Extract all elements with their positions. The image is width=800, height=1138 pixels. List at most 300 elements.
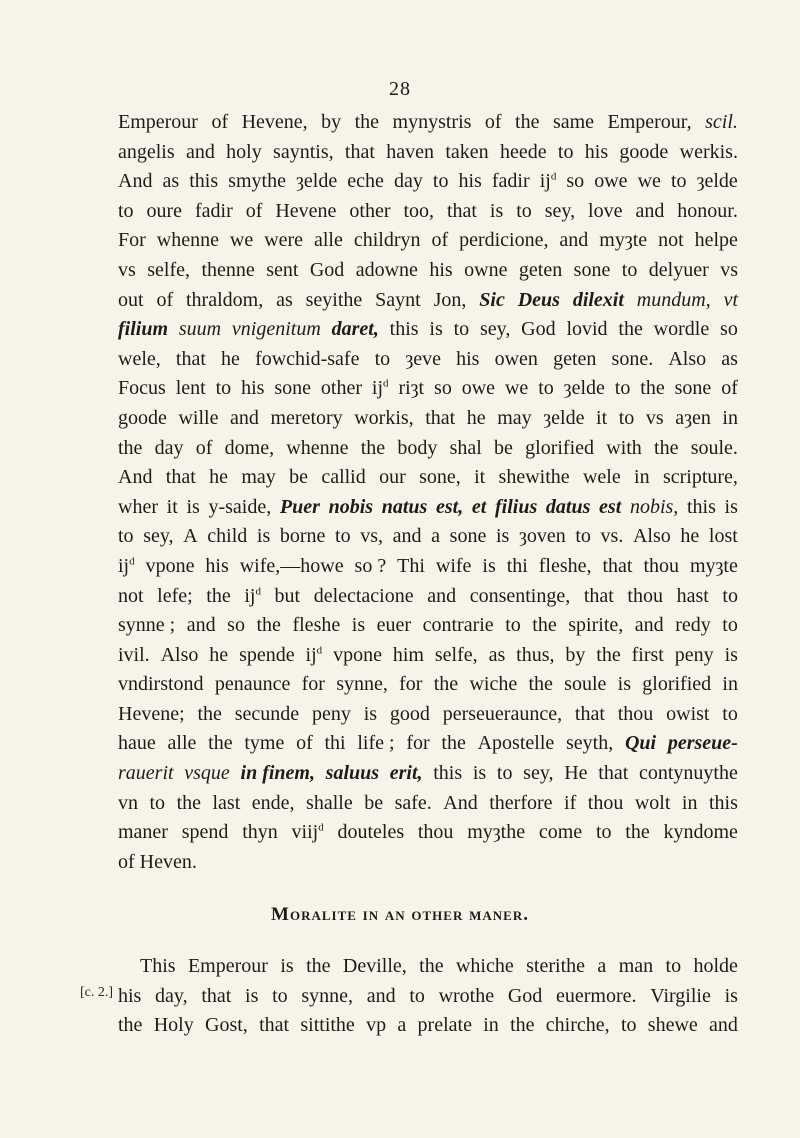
word: holy (226, 140, 262, 163)
word: secunde (234, 702, 300, 725)
word: oure (146, 199, 183, 222)
word: may (497, 406, 532, 429)
word: we (229, 229, 254, 252)
word: and (559, 229, 589, 252)
text-line (118, 952, 738, 982)
word: daret, (331, 318, 379, 341)
word: and (186, 614, 216, 637)
text-line (118, 226, 738, 256)
word: contynuythe (638, 762, 738, 785)
word: haue (118, 732, 156, 755)
word: he (209, 466, 228, 489)
word: that (259, 1014, 290, 1037)
word: sittithe (300, 1014, 355, 1037)
word: to (118, 199, 134, 222)
word: to (620, 1014, 637, 1037)
word: of (721, 377, 738, 400)
text-line (118, 315, 738, 345)
word: as (721, 347, 738, 370)
word: vpone (333, 643, 382, 666)
word: owe (461, 377, 496, 400)
text-line (118, 641, 738, 671)
word: For (118, 229, 146, 252)
word: And (443, 791, 478, 814)
word: sayntis, (273, 140, 334, 163)
word: fleshe, (538, 554, 592, 577)
word: fadir (195, 199, 233, 222)
word: so (434, 377, 452, 400)
word: workis, (354, 406, 414, 429)
word: selfe, (434, 643, 478, 666)
word: delyuer (648, 258, 709, 281)
word: thi (506, 554, 528, 577)
word: ende, (251, 791, 295, 814)
word: to (595, 821, 612, 844)
word: other (320, 377, 362, 400)
word: delectacione (313, 584, 414, 607)
word: the (208, 732, 233, 755)
word: the (515, 111, 540, 133)
word: helpe (694, 229, 738, 252)
word: his (456, 347, 480, 370)
word: angelis (118, 140, 175, 163)
word: he (221, 347, 240, 370)
word: tyme (244, 732, 285, 755)
word: this (708, 791, 738, 814)
text-line (118, 108, 738, 138)
text-line (118, 818, 738, 848)
word: lent (175, 377, 206, 400)
word: euer (376, 614, 412, 637)
word: is (256, 525, 271, 548)
word: werkis. (679, 140, 738, 163)
word: the (433, 673, 459, 696)
word: Also (668, 347, 707, 370)
word: glorified (525, 436, 595, 459)
word: ivil. (118, 643, 150, 666)
word: for (301, 673, 325, 696)
word: of Heven. (118, 850, 197, 873)
word: is (724, 643, 738, 666)
word: vp (366, 1014, 387, 1037)
word: perseueraunce, (442, 702, 563, 725)
word: prelate (417, 1014, 472, 1037)
word: sone (449, 525, 487, 548)
word: sone, (419, 466, 461, 489)
word: be (494, 436, 513, 459)
word: first (631, 643, 664, 666)
text-line (118, 286, 738, 316)
word: the (618, 318, 643, 341)
word: the (360, 436, 386, 459)
word: haven (386, 140, 434, 163)
text-line (118, 848, 738, 878)
word: of (156, 288, 174, 311)
word: ȝelde (296, 170, 338, 193)
word: is (351, 614, 366, 637)
word: his (118, 984, 142, 1007)
word: so (227, 614, 245, 637)
word: to (149, 791, 166, 814)
word: sey, (523, 762, 554, 785)
word: too, (403, 199, 434, 222)
word: for (406, 732, 430, 755)
word: Holy (153, 1014, 194, 1037)
word: may (241, 466, 276, 489)
word: holde (693, 955, 738, 977)
word: to (538, 377, 554, 400)
word: not (118, 584, 144, 607)
word: come (538, 821, 583, 844)
word: Gost, (205, 1014, 248, 1037)
word: and (392, 525, 422, 548)
word: the (441, 732, 466, 755)
word: so (566, 170, 585, 193)
word: to (614, 377, 631, 400)
word: fadir (491, 170, 530, 193)
word: to (722, 702, 738, 725)
word: in (722, 673, 738, 696)
word: is (186, 495, 200, 518)
word: honour. (677, 199, 738, 222)
word: to (516, 199, 532, 222)
word: eche (347, 170, 384, 193)
word: to (496, 762, 513, 785)
word: heede (499, 140, 547, 163)
word: is (280, 955, 294, 977)
word: et (471, 495, 487, 518)
text-line (118, 789, 738, 819)
word: and (709, 1014, 738, 1037)
text-line (118, 522, 738, 552)
word: alle (314, 229, 343, 252)
word: his (458, 170, 482, 193)
word: Thi (397, 554, 425, 577)
word: and (635, 199, 665, 222)
word: And (118, 170, 153, 193)
word: we (637, 170, 661, 193)
word: lefe; (157, 584, 193, 607)
word: shal (449, 436, 482, 459)
word: maner (118, 821, 168, 844)
word: in (634, 466, 650, 489)
word: Emperour (118, 111, 198, 133)
word: thou (617, 702, 654, 725)
word: to (335, 525, 351, 548)
word: that (583, 584, 614, 607)
word: fowchid-safe (255, 347, 360, 370)
word: ȝelde (543, 406, 585, 429)
text-line (118, 670, 738, 700)
word: thi (324, 732, 346, 755)
word: a (597, 955, 607, 977)
word: peny (311, 702, 351, 725)
text-line (118, 1011, 738, 1041)
word: with (606, 436, 642, 459)
word: by (565, 643, 586, 666)
text-line (118, 759, 738, 789)
word: vn (118, 791, 138, 814)
word: the (354, 111, 380, 133)
word: chirche, (545, 1014, 610, 1037)
word: the (528, 673, 553, 696)
word: of (211, 111, 229, 133)
word: sone (674, 377, 712, 400)
word: wiche (469, 673, 518, 696)
word: shalle (306, 791, 353, 814)
word: were (264, 229, 304, 252)
text-line (118, 345, 738, 375)
word: meretory (270, 406, 343, 429)
word: is (617, 673, 631, 696)
word: thou (643, 554, 679, 577)
word: vs, (360, 525, 384, 548)
word: whenne (286, 436, 349, 459)
word: sone (573, 258, 611, 281)
word: and (366, 984, 396, 1007)
word: the (640, 377, 665, 400)
word: Hevene; (118, 702, 185, 725)
word: child (207, 525, 248, 548)
word: to (118, 525, 134, 548)
word: is (724, 495, 738, 518)
word: owne (464, 258, 508, 281)
word: shewithe (498, 466, 570, 489)
word: is (363, 702, 378, 725)
word: vs (720, 258, 738, 281)
word: vndirstond (118, 673, 204, 696)
word: this (433, 762, 463, 785)
word: vs. (600, 525, 624, 548)
word: to (432, 170, 449, 193)
word: thou (587, 791, 624, 814)
word: is (724, 984, 738, 1007)
text-line (118, 138, 738, 168)
word: adowne (355, 258, 418, 281)
word: that (344, 140, 375, 163)
word: it (596, 406, 608, 429)
word: seyth, (566, 732, 614, 755)
paragraph-main (118, 108, 738, 877)
word: that (574, 702, 605, 725)
word: therfore (489, 791, 553, 814)
word: the (596, 643, 621, 666)
word: of (245, 199, 263, 222)
word: geten (518, 258, 563, 281)
word: as (488, 643, 506, 666)
word: spende (239, 643, 295, 666)
word: selfe, (147, 258, 190, 281)
word: the (206, 584, 231, 607)
text-line (118, 552, 738, 582)
word: out (118, 288, 144, 311)
word: wher (118, 495, 158, 518)
word: whiche (455, 955, 514, 977)
word: God (521, 318, 556, 341)
word: sone. (611, 347, 654, 370)
word: that (602, 554, 633, 577)
word: shewe (647, 1014, 698, 1037)
word: euermore. (555, 984, 637, 1007)
word: nobis, (629, 495, 679, 518)
word: lovid (566, 318, 608, 341)
word: saluus (325, 762, 380, 785)
word: of (195, 436, 213, 459)
word: and (427, 584, 457, 607)
word: geten (553, 347, 597, 370)
word: est (599, 495, 622, 518)
word: if (564, 791, 577, 814)
word: vs (118, 258, 136, 281)
text-line (118, 582, 738, 612)
word: myȝte (689, 554, 738, 577)
word: not (658, 229, 684, 252)
word: myȝte (599, 229, 648, 252)
word: ȝeve (405, 347, 441, 370)
word: datus (545, 495, 591, 518)
word: of (296, 732, 313, 755)
margin-note: [c. 2.] (80, 985, 114, 1000)
word: Emperour, (607, 111, 692, 133)
word: wele, (118, 347, 161, 370)
word: nobis (328, 495, 374, 518)
word: ȝelde (563, 377, 605, 400)
word: dilexit (572, 288, 624, 311)
word: sey, (479, 318, 511, 341)
word: wife (435, 554, 472, 577)
word: wordle (653, 318, 710, 341)
word: owen (494, 347, 538, 370)
word: in (722, 406, 738, 429)
word: the (625, 821, 650, 844)
page-number: 28 (389, 78, 411, 100)
word: the (532, 614, 557, 637)
word: aȝen (675, 406, 711, 429)
word: alle (167, 732, 197, 755)
word: whenne (156, 229, 219, 252)
word: he (466, 406, 486, 429)
text-line (118, 197, 738, 227)
text-line (118, 256, 738, 286)
word: synne, (336, 673, 388, 696)
word: Deus (517, 288, 560, 311)
word: to (621, 258, 638, 281)
word: thou (627, 584, 663, 607)
word: kyndome (663, 821, 738, 844)
word: of (431, 229, 449, 252)
word: is (245, 984, 259, 1007)
word: scil. (705, 111, 738, 133)
word: him (392, 643, 424, 666)
word: to (670, 170, 687, 193)
word: this (189, 170, 219, 193)
word: vpone (145, 554, 195, 577)
word: the (306, 955, 331, 977)
word: viij$^d$ (291, 821, 324, 844)
word: day (154, 436, 184, 459)
word: sent (266, 258, 299, 281)
word: riȝt (398, 377, 425, 400)
word: suum (178, 318, 222, 341)
word: to (409, 984, 425, 1007)
word: the (118, 436, 143, 459)
word: Puer (279, 495, 320, 518)
text-line (118, 463, 738, 493)
word: a (397, 1014, 407, 1037)
word: that (425, 406, 456, 429)
word: the (256, 614, 281, 637)
word: Virgilie (650, 984, 711, 1007)
word: other (349, 199, 391, 222)
word: This (140, 955, 176, 977)
paragraph-moralite (118, 952, 738, 1041)
word: thus, (516, 643, 555, 666)
word: goode (118, 406, 167, 429)
word: Saynt (375, 288, 421, 311)
word: Qui (624, 732, 657, 755)
text-line (118, 434, 738, 464)
word: this (686, 495, 716, 518)
word: his (429, 258, 453, 281)
word: the (419, 955, 444, 977)
word: Jon, (433, 288, 467, 311)
word: owe (594, 170, 628, 193)
word: so ? (354, 554, 387, 577)
word: in (483, 1014, 499, 1037)
word: the (176, 791, 201, 814)
word: to (505, 614, 521, 637)
word: He (564, 762, 588, 785)
word: perseue- (667, 732, 738, 755)
word: Also (632, 525, 671, 548)
word: And (118, 466, 153, 489)
word: is (472, 762, 487, 785)
word: Hevene (275, 199, 337, 222)
word: is (489, 199, 504, 222)
word: the (654, 436, 679, 459)
word: that (165, 466, 196, 489)
word: thraldom, (185, 288, 264, 311)
word: sey, (143, 525, 174, 548)
word: peny (674, 643, 714, 666)
word: fleshe (292, 614, 341, 637)
word: vnigenitum (231, 318, 321, 341)
word: Apostelle (477, 732, 555, 755)
word: safe. (394, 791, 432, 814)
word: douteles (337, 821, 405, 844)
word: to (618, 406, 635, 429)
word: ȝelde (696, 170, 738, 193)
word: as (276, 288, 293, 311)
word: perdicione, (459, 229, 549, 252)
word: childryn (353, 229, 421, 252)
word: wele (582, 466, 621, 489)
word: dome, (224, 436, 275, 459)
word: is (482, 554, 496, 577)
word: but (274, 584, 301, 607)
word: to (374, 347, 391, 370)
word: for (399, 673, 423, 696)
word: y-saide, (208, 495, 272, 518)
text-line (118, 982, 738, 1012)
word: and (185, 140, 215, 163)
word: thenne (201, 258, 255, 281)
word: glorified (642, 673, 712, 696)
word: he (680, 525, 700, 548)
word: to (272, 984, 288, 1007)
word: spirite, (568, 614, 624, 637)
word: contrarie (422, 614, 494, 637)
